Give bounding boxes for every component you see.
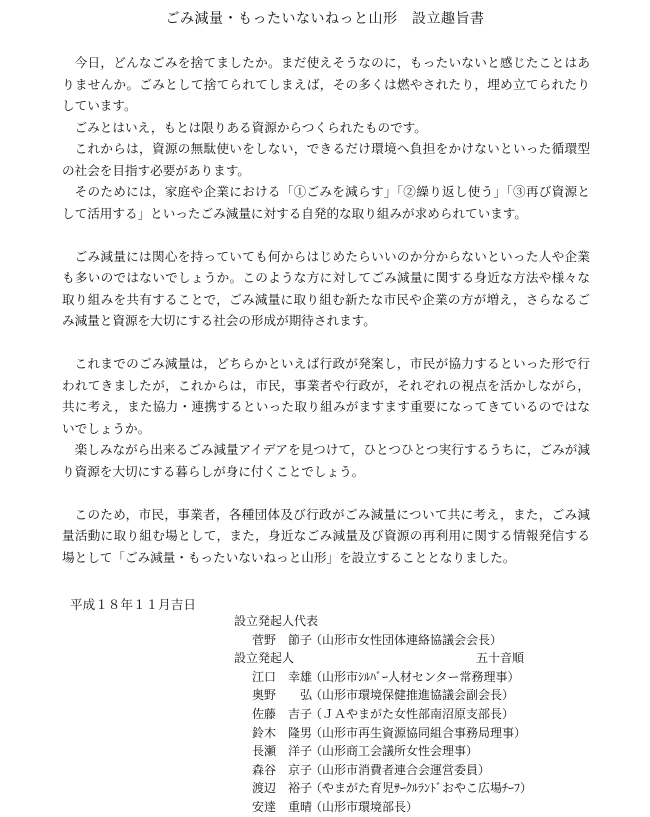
founder-name: 奥野 弘	[252, 688, 313, 703]
body-paragraph: そのためには，家庭や企業における「①ごみを減らす」「②繰り返し使う」「③再び資源として活用する」といったごみ減量に対する自発的な取り組みが求められています。	[62, 184, 590, 221]
body-paragraph: ごみ減量には関心を持っていても何からはじめたらいいのか分からないといった人や企業も多いのではないでしょうか。このような方に対してごみ減量に関する身近な方法や様々な取り組みを共有することで，ごみ減量に取り組む新たな市民や企業の方が増え，さらなるごみ減量と資源を大切にする社会の形成が期待されます。	[62, 248, 590, 328]
body-paragraph: このため，市民，事業者，各種団体及び行政がごみ減量について共に考え，また，ごみ減量活動に取り組む場として，また，身近なごみ減量及び資源の再利用に関する情報発信する場として「ごみ減量・もったいないねっと山形」を設立することとなりました。	[62, 506, 591, 565]
body-paragraph: これまでのごみ減量は，どちらかといえば行政が発案し，市民が協力するといった形で行われてきましたが，これからは，市民，事業者や行政が，それぞれの視点を活かしながら，共に考え，また協力・連携するといった取り組みがますます重要になってきているのではないでしょうか。	[62, 356, 590, 436]
founder-name: 江口 幸雄	[252, 669, 313, 684]
founder-name: 渡辺 裕子	[252, 781, 313, 796]
founder-org: （山形市消費者連合会運営委員）	[310, 762, 491, 777]
founder-row	[234, 705, 614, 724]
founder-org: （山形商工会議所女性会理事）	[310, 744, 479, 759]
founder-row	[234, 742, 614, 761]
founder-org: （ＪＡやまがた女性部南沼原支部長）	[310, 706, 515, 721]
founder-row	[234, 724, 614, 743]
document-date: 平成１８年１１月吉日	[70, 597, 196, 612]
founder-row	[234, 798, 614, 817]
founder-org: （山形市環境保健推進協議会副会長）	[310, 688, 515, 703]
founder-row	[234, 779, 614, 798]
founder-name: 森谷 京子	[252, 762, 313, 777]
representative-name: 菅野 節子	[252, 632, 313, 647]
founders-heading: 設立発起人	[234, 651, 295, 666]
founder-org: （山形市ｼﾙﾊﾞｰ人材センター常務理事）	[310, 669, 520, 684]
founder-name: 鈴木 隆男	[252, 725, 313, 740]
representative-org: （山形市女性団体連絡協議会会長）	[310, 632, 503, 647]
representative-row	[234, 631, 614, 650]
body-paragraph: これからは，資源の無駄使いをしない，できるだけ環境へ負担をかけないといった循環型の社会を目指す必要があります。	[62, 141, 590, 178]
founders-block	[234, 612, 614, 817]
founder-list	[234, 668, 614, 817]
founders-order-note: 五十音順	[475, 651, 524, 666]
representative-heading: 設立発起人代表	[234, 614, 319, 628]
document-body	[62, 52, 590, 568]
body-paragraph: ごみとはいえ，もとは限りある資源からつくられたものです。	[74, 119, 427, 135]
founder-row	[234, 686, 614, 705]
body-paragraph: 楽しみながら出来るごみ減量アイデアを見つけて，ひとつひとつ実行するうちに，ごみが減り資源を大切にする暮らしが身に付くことでしょう。	[62, 442, 590, 479]
founder-org: （やまがた育児ｻｰｸﾙﾗﾝﾄﾞおやこ広場ﾁｰﾌ）	[310, 781, 533, 796]
founders-heading-row	[234, 649, 524, 668]
document-title: ごみ減量・もったいないねっと山形 設立趣旨書	[165, 11, 485, 27]
body-paragraph: 今日，どんなごみを捨てましたか。まだ使えそうなのに，もったいないと感じたことはありませんか。ごみとして捨てられてしまえば，その多くは燃やされたり，埋め立てられたりしています。	[62, 55, 590, 113]
founder-row	[234, 761, 614, 780]
founder-org: （山形市環境部長）	[310, 799, 419, 814]
founder-name: 長瀬 洋子	[252, 744, 313, 759]
founder-name: 佐藤 吉子	[252, 706, 313, 721]
founder-org: （山形市再生資源協同組合事務局理事）	[310, 725, 527, 740]
founder-name: 安達 重晴	[252, 799, 313, 814]
founder-row	[234, 668, 614, 687]
